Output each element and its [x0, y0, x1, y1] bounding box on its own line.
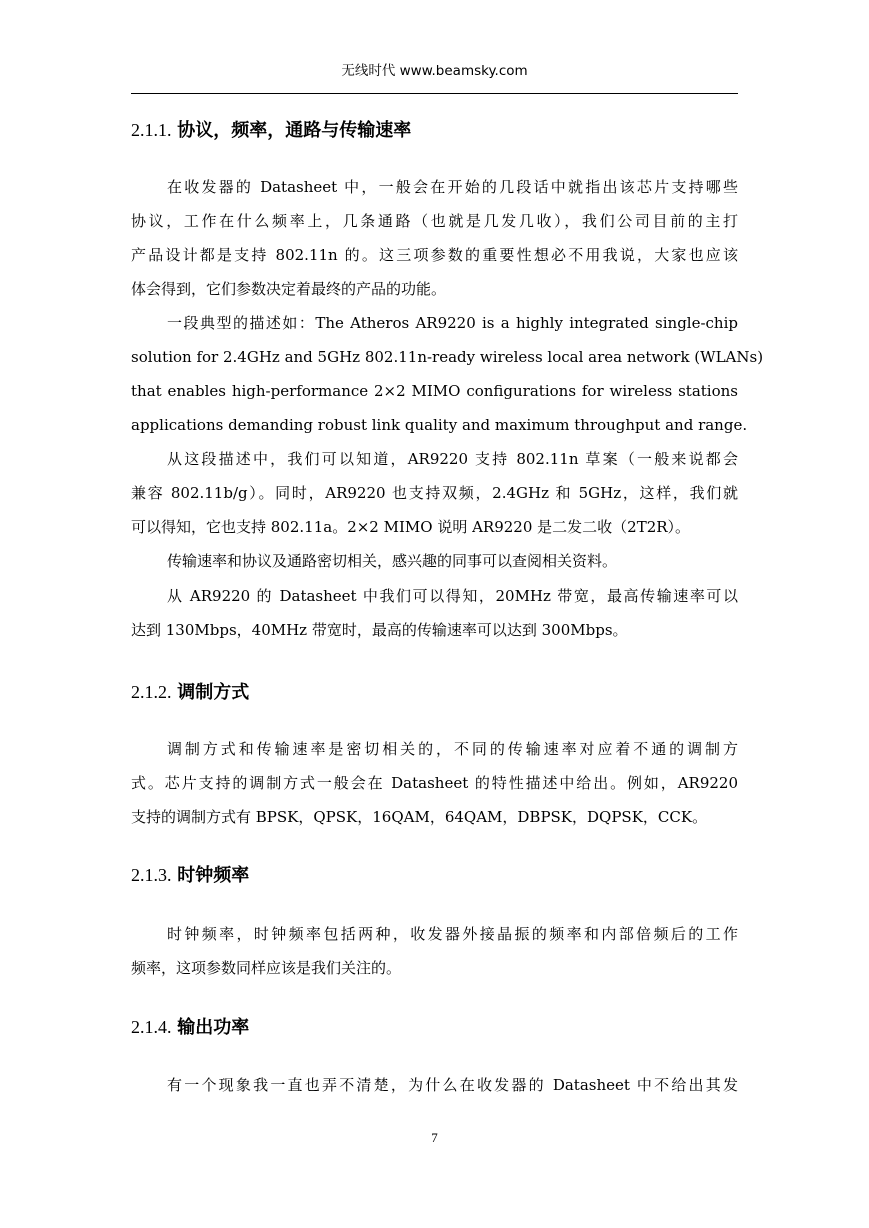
- paragraph-line: 调制方式和传输速率是密切相关的，不同的传输速率对应着不通的调制方: [167, 740, 738, 758]
- paragraph-line: 兼容 802.11b/g）。同时，AR9220 也支持双频，2.4GHz 和 5GHz，这样，我们就: [131, 484, 738, 502]
- paragraph-line: 在收发器的 Datasheet 中，一般会在开始的几段话中就指出该芯片支持哪些: [167, 178, 738, 196]
- section-heading-2-1-2: [131, 679, 249, 706]
- section-number: 2.1.3.: [131, 865, 172, 885]
- running-header: 无线时代 www.beamsky.com: [341, 63, 528, 79]
- paragraph-line: 可以得知，它也支持 802.11a。2×2 MIMO 说明 AR9220 是二发二收（2T2R）。: [131, 518, 691, 536]
- section-title: 输出功率: [177, 1017, 250, 1038]
- section-number: 2.1.4.: [131, 1017, 172, 1037]
- section-title: 协议，频率，通路与传输速率: [177, 120, 412, 141]
- paragraph-line: 一段典型的描述如：The Atheros AR9220 is a highly integrated single-chip: [167, 314, 738, 332]
- paragraph-line: 频率，这项参数同样应该是我们关注的。: [131, 959, 402, 977]
- header-divider: [131, 93, 738, 94]
- paragraph-line: that enables high-performance 2×2 MIMO configurations for wireless stations: [131, 382, 738, 400]
- section-number: 2.1.1.: [131, 120, 172, 140]
- paragraph-line: 协议，工作在什么频率上，几条通路（也就是几发几收），我们公司目前的主打: [131, 212, 738, 230]
- paragraph-line: 从 AR9220 的 Datasheet 中我们可以得知，20MHz 带宽，最高传输速率可以: [167, 587, 738, 605]
- section-heading-2-1-3: [131, 862, 249, 889]
- paragraph-line: 达到 130Mbps，40MHz 带宽时，最高的传输速率可以达到 300Mbps。: [131, 621, 628, 639]
- paragraph-line: 体会得到，它们参数决定着最终的产品的功能。: [131, 280, 447, 298]
- paragraph-line: 支持的调制方式有 BPSK，QPSK，16QAM，64QAM，DBPSK，DQPSK，CCK。: [131, 808, 708, 826]
- section-title: 调制方式: [177, 682, 250, 703]
- section-title: 时钟频率: [177, 865, 250, 886]
- paragraph-line: solution for 2.4GHz and 5GHz 802.11n-ready wireless local area network (WLANs): [131, 348, 764, 366]
- paragraph-line: 式。芯片支持的调制方式一般会在 Datasheet 的特性描述中给出。例如，AR9220: [131, 774, 738, 792]
- section-heading-2-1-1: [131, 117, 411, 144]
- paragraph-line: applications demanding robust link quality and maximum throughput and range.: [131, 416, 748, 434]
- paragraph-line: 产品设计都是支持 802.11n 的。这三项参数的重要性想必不用我说，大家也应该: [131, 246, 738, 264]
- paragraph-line: 时钟频率，时钟频率包括两种，收发器外接晶振的频率和内部倍频后的工作: [167, 925, 738, 943]
- paragraph-line: 有一个现象我一直也弄不清楚，为什么在收发器的 Datasheet 中不给出其发: [167, 1076, 738, 1094]
- section-number: 2.1.2.: [131, 682, 172, 702]
- paragraph-line: 传输速率和协议及通路密切相关，感兴趣的同事可以查阅相关资料。: [167, 552, 618, 570]
- section-heading-2-1-4: [131, 1014, 249, 1041]
- paragraph-line: 从这段描述中，我们可以知道，AR9220 支持 802.11n 草案（一般来说都会: [167, 450, 738, 468]
- page-number: 7: [431, 1130, 438, 1145]
